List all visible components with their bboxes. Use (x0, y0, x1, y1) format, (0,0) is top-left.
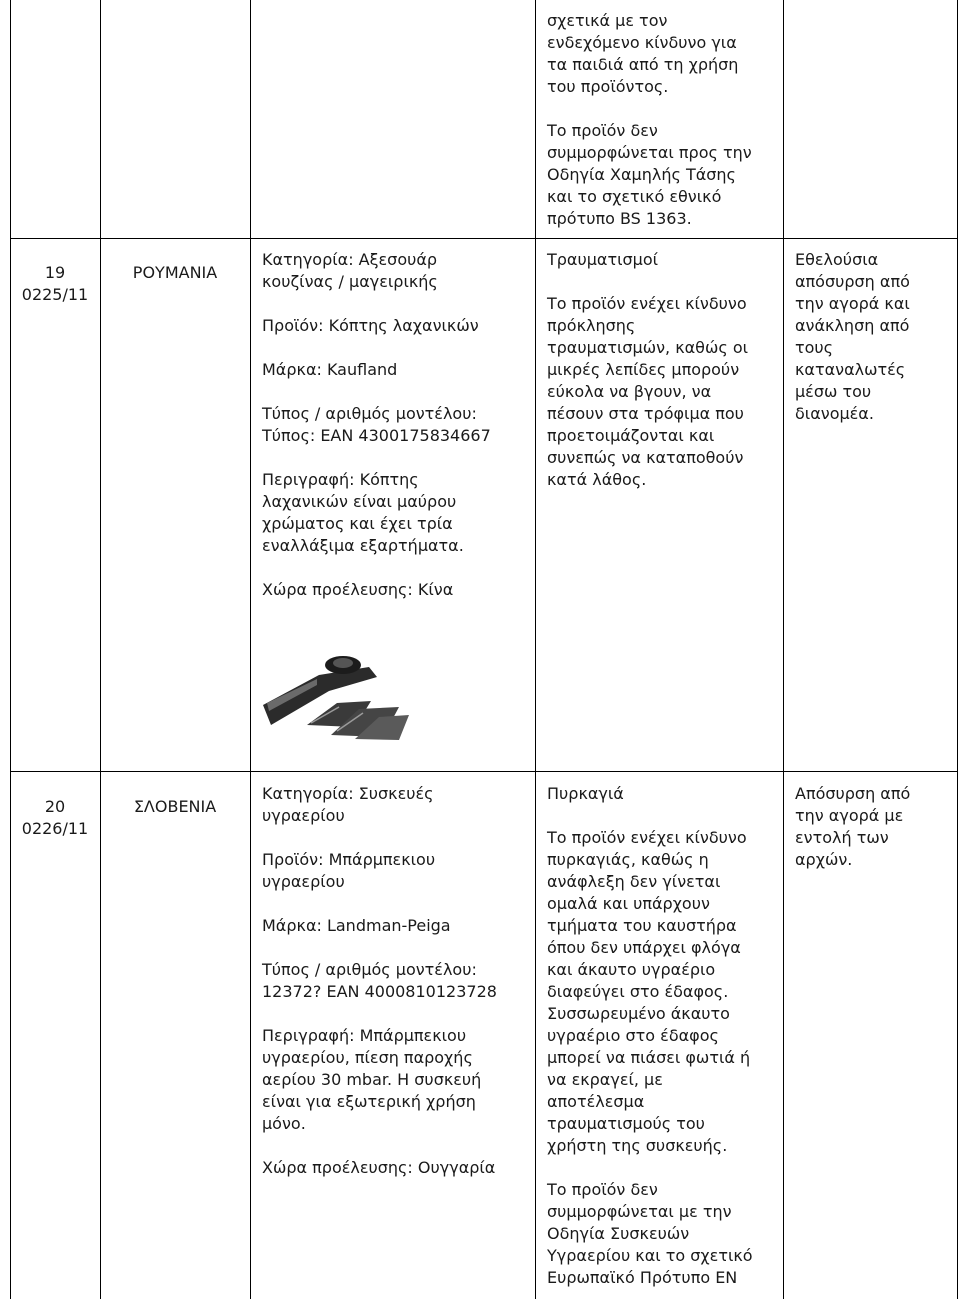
case-number-cell (10, 796, 100, 840)
row-divider-2 (10, 771, 957, 772)
table-border-right (957, 0, 958, 1299)
case-number: 19 (44, 263, 66, 282)
product-brand: Μάρκα: Landman-Peiga (262, 916, 451, 935)
product-origin: Χώρα προέλευσης: Ουγγαρία (262, 1158, 496, 1177)
table-divider-4 (783, 0, 784, 1299)
risk-text: σχετικά με τον ενδεχόμενο κίνδυνο για τα παιδιά από τη χρήση του προϊόντος. (547, 11, 739, 96)
product-brand: Μάρκα: Kaufland (262, 360, 398, 379)
risk-text: Το προϊόν δεν συμμορφώνεται με την Οδηγία Συσκευών Υγραερίου και το σχετικό Ευρωπαϊκό Πρότυπο EN (547, 1180, 753, 1287)
measures-text: Απόσυρση από την αγορά με εντολή των αρχών. (795, 784, 911, 869)
product-description: Περιγραφή: Κόπτης λαχανικών είναι μαύρου χρώματος και έχει τρία εναλλάξιμα εξαρτήματα. (262, 470, 464, 555)
case-number-cell (10, 262, 100, 306)
case-number: 20 (44, 797, 66, 816)
product-name: Προϊόν: Μπάρμπεκιου υγραερίου (262, 850, 436, 891)
table-border-left (10, 0, 11, 1299)
product-description: Περιγραφή: Μπάρμπεκιου υγραερίου, πίεση παροχής αερίου 30 mbar. Η συσκευή είναι για εξωτερική χρήση μόνο. (262, 1026, 482, 1133)
product-category: Κατηγορία: Αξεσουάρ κουζίνας / μαγειρικής (262, 250, 438, 291)
table-divider-2 (250, 0, 251, 1299)
country-cell (100, 796, 250, 818)
risk-text: Το προϊόν δεν συμμορφώνεται προς την Οδηγία Χαμηλής Τάσης και το σχετικό εθνικό πρότυπο BS 1363. (547, 121, 752, 228)
product-cell (262, 249, 532, 601)
country-cell (100, 262, 250, 284)
product-category: Κατηγορία: Συσκευές υγραερίου (262, 784, 434, 825)
vegetable-cutter-photo (259, 655, 411, 740)
risk-cell-row1 (547, 249, 779, 491)
risk-cell-row0 (547, 10, 779, 230)
risk-title: Τραυματισμοί (547, 250, 659, 269)
country: ΣΛΟΒΕΝΙΑ (133, 797, 217, 816)
product-model: Τύπος / αριθμός μοντέλου: 12372? EAN 4000810123728 (262, 960, 497, 1001)
measures-text: Εθελούσια απόσυρση από την αγορά και ανάκληση από τους καταναλωτές μέσω του διανομέα. (795, 250, 910, 423)
product-origin: Χώρα προέλευσης: Κίνα (262, 580, 454, 599)
risk-text: Το προϊόν ενέχει κίνδυνο πρόκλησης τραυματισμών, καθώς οι μικρές λεπίδες μπορούν εύκολα να βγουν, να πέσουν στα τρόφιμα που προετοιμάζονται και συνεπώς να καταποθούν κατά λάθος. (547, 294, 749, 489)
table-divider-1 (100, 0, 101, 1299)
row-divider-1 (10, 238, 957, 239)
case-code: 0226/11 (21, 819, 89, 838)
risk-text: Το προϊόν ενέχει κίνδυνο πυρκαγιάς, καθώς η ανάφλεξη δεν γίνεται ομαλά και υπάρχουν τμήματα του καυστήρα όπου δεν υπάρχει φλόγα και άκαυτο υγραέριο διαφεύγει στο έδαφος. Συσσωρευμένο άκαυτο υγραέριο στο έδαφος μπορεί να πιάσει φωτιά ή να εκραγεί, με αποτέλεσμα τραυματισμούς του χρήστη της συσκευής. (547, 828, 751, 1155)
product-name: Προϊόν: Κόπτης λαχανικών (262, 316, 479, 335)
country: ΡΟΥΜΑΝΙΑ (132, 263, 218, 282)
product-model: Τύπος / αριθμός μοντέλου: Τύπος: EAN 4300175834667 (262, 404, 491, 445)
table-divider-3 (535, 0, 536, 1299)
risk-cell-row2 (547, 783, 779, 1289)
product-cell (262, 783, 532, 1179)
case-code: 0225/11 (21, 285, 89, 304)
measures-cell-row2 (795, 783, 955, 871)
measures-cell-row1 (795, 249, 955, 425)
risk-title: Πυρκαγιά (547, 784, 624, 803)
